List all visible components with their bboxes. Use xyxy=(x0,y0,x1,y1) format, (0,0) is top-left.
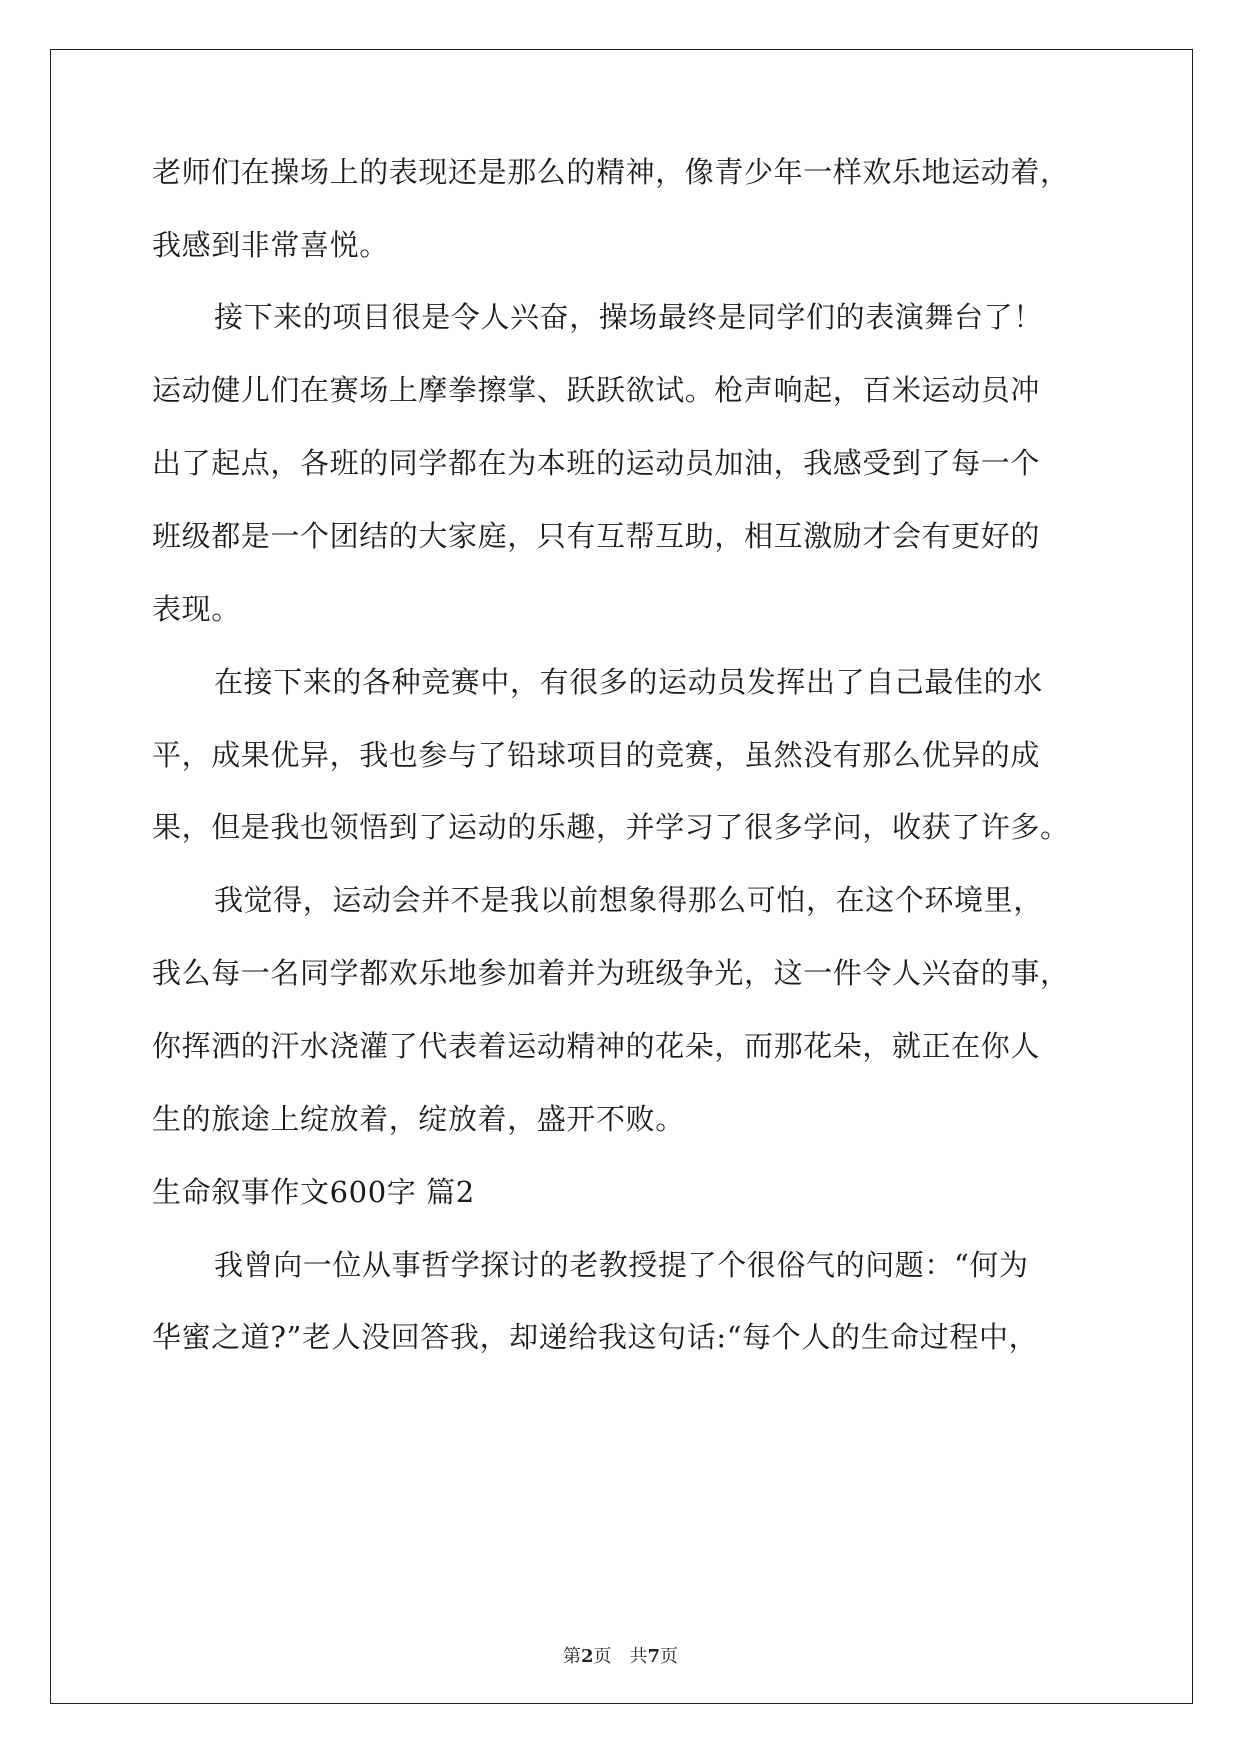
paragraph-line: 华蜜之道?”老人没回答我，却递给我这句话:“每个人的生命过程中， xyxy=(152,1320,1039,1354)
paragraph-line: 果，但是我也领悟到了运动的乐趣，并学习了很多学问，收获了许多。 xyxy=(152,810,1070,844)
paragraph-line: 表现。 xyxy=(152,592,241,626)
paragraph-line: 接下来的项目很是令人兴奋，操场最终是同学们的表演舞台了！ xyxy=(214,300,1043,334)
paragraph-line: 我觉得，运动会并不是我以前想象得那么可怕，在这个环境里， xyxy=(214,883,1043,917)
paragraph-line: 老师们在操场上的表现还是那么的精神，像青少年一样欢乐地运动着， xyxy=(152,155,1070,189)
paragraph-line: 平，成果优异，我也参与了铅球项目的竞赛，虽然没有那么优异的成 xyxy=(152,738,1041,772)
paragraph-line: 运动健儿们在赛场上摩拳擦掌、跃跃欲试。枪声响起，百米运动员冲 xyxy=(152,373,1041,407)
footer-page-prefix: 第 xyxy=(562,1646,581,1667)
paragraph-line: 我曾向一位从事哲学探讨的老教授提了个很俗气的问题：“何为 xyxy=(214,1248,1029,1282)
section-heading: 生命叙事作文600字 篇2 xyxy=(152,1175,475,1209)
footer-total-suffix: 页 xyxy=(660,1646,679,1667)
paragraph-line: 班级都是一个团结的大家庭，只有互帮互助，相互激励才会有更好的 xyxy=(152,519,1041,553)
footer-page-suffix: 页 xyxy=(593,1646,612,1667)
paragraph-line: 你挥洒的汗水浇灌了代表着运动精神的花朵，而那花朵，就正在你人 xyxy=(152,1029,1041,1063)
paragraph-line: 出了起点，各班的同学都在为本班的运动员加油，我感受到了每一个 xyxy=(152,446,1041,480)
footer-total-pages: 7 xyxy=(647,1646,661,1667)
footer-current-page: 2 xyxy=(580,1646,594,1667)
page-footer xyxy=(0,1642,1241,1668)
paragraph-line: 生的旅途上绽放着，绽放着，盛开不败。 xyxy=(152,1102,685,1136)
paragraph-line: 我么每一名同学都欢乐地参加着并为班级争光，这一件令人兴奋的事， xyxy=(152,956,1070,990)
paragraph-line: 我感到非常喜悦。 xyxy=(152,228,389,262)
paragraph-line: 在接下来的各种竞赛中，有很多的运动员发挥出了自己最佳的水 xyxy=(214,665,1043,699)
footer-total-prefix: 共 xyxy=(629,1646,648,1667)
